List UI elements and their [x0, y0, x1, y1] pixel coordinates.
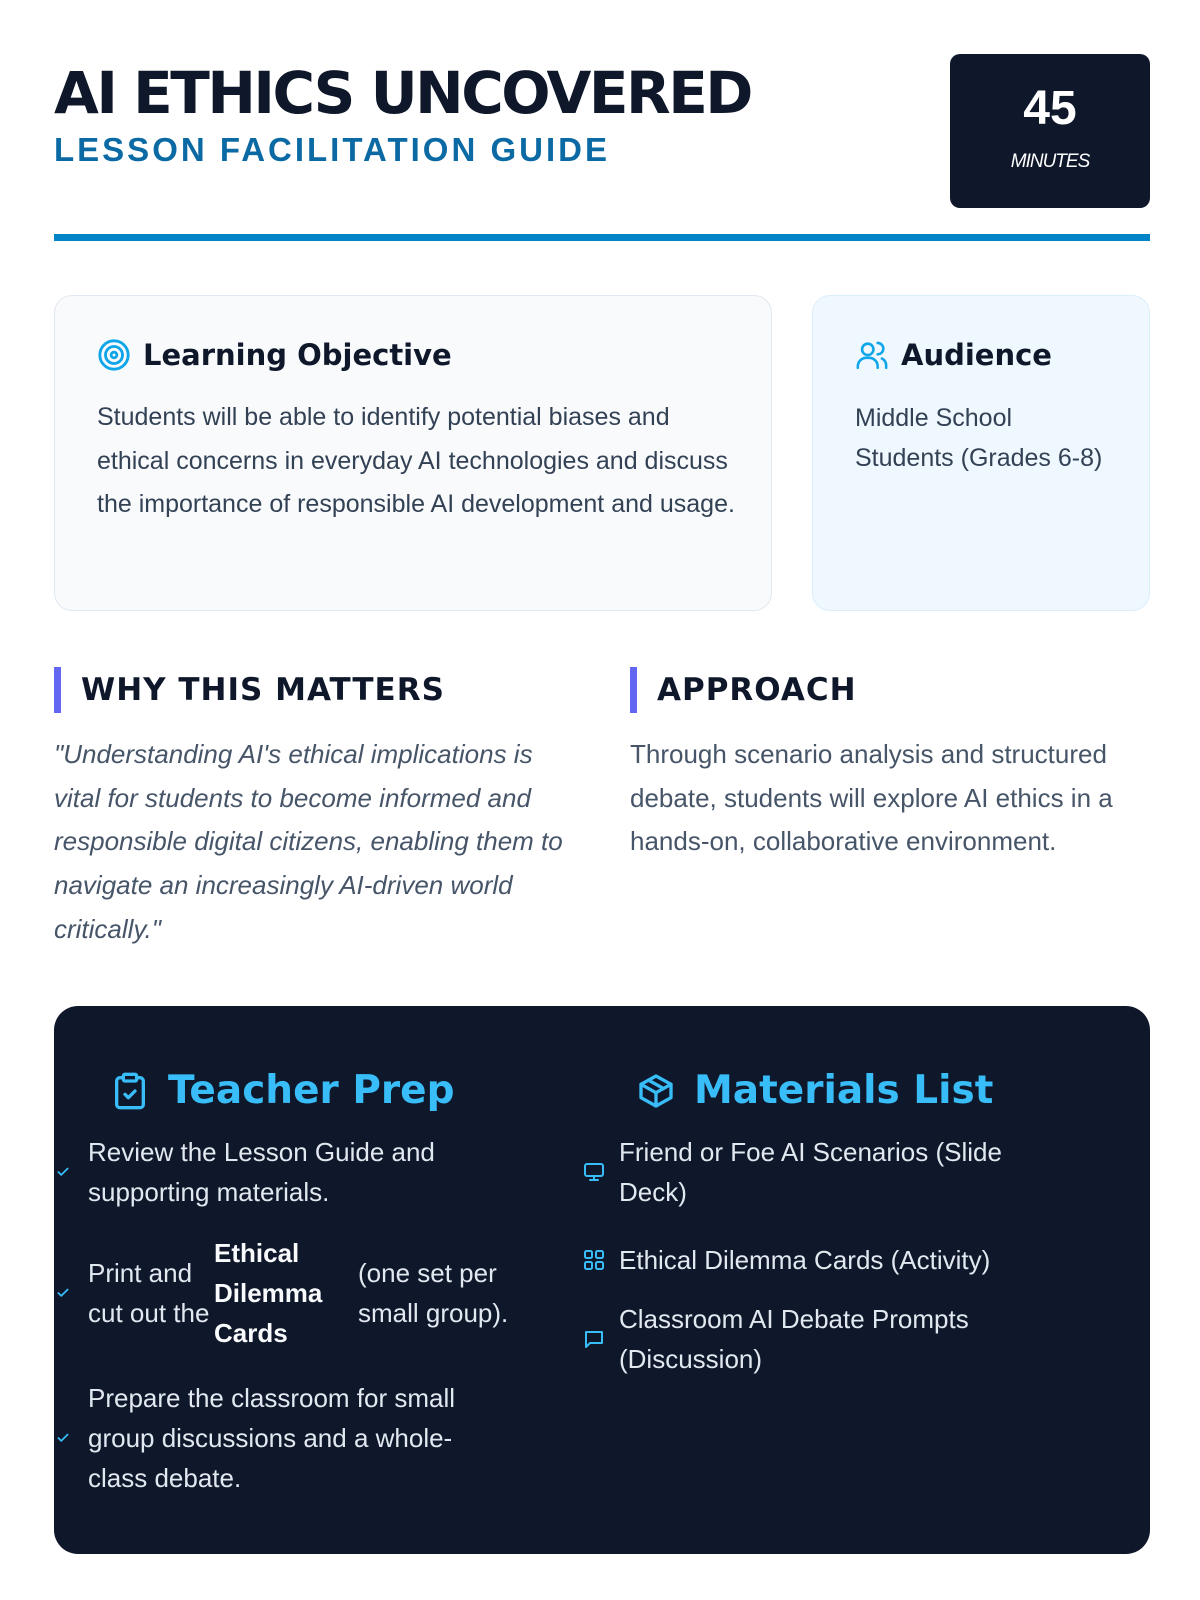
why-this-matters-heading: WHY THIS MATTERS	[54, 667, 445, 713]
check-icon	[56, 1286, 76, 1300]
material-item-dilemma-cards-label: Ethical Dilemma Cards (Activity)	[619, 1245, 991, 1275]
approach-heading: APPROACH	[630, 667, 857, 713]
grid-icon	[582, 1248, 606, 1272]
duration-badge	[950, 54, 1150, 208]
learning-objective-heading	[97, 336, 452, 374]
material-item-debate-prompts	[582, 1299, 1022, 1379]
check-icon	[56, 1165, 76, 1179]
materials-list-heading	[636, 1066, 993, 1116]
package-icon	[636, 1071, 676, 1111]
learning-objective-card	[54, 295, 772, 611]
header-divider	[54, 234, 1150, 241]
approach-text: Through scenario analysis and structured debate, students will explore AI ethics in a hands-on, collaborative environment.	[630, 739, 1113, 857]
duration-unit: MINUTES	[1010, 151, 1090, 172]
page-subtitle: LESSON FACILITATION GUIDE	[54, 131, 610, 168]
material-item-slide-deck	[582, 1132, 1022, 1212]
target-icon	[97, 338, 131, 372]
prep-item-print-bold: Ethical Dilemma Cards	[214, 1238, 323, 1348]
prep-item-print-pre: Print and cut out the	[88, 1258, 210, 1328]
prep-item-review-text: Review the Lesson Guide and supporting materials.	[88, 1137, 435, 1207]
prep-item-review	[56, 1132, 496, 1212]
header	[54, 54, 1150, 244]
audience-title: Audience	[901, 338, 1052, 372]
learning-objective-title: Learning Objective	[143, 338, 452, 372]
material-item-debate-prompts-label: Classroom AI Debate Prompts (Discussion)	[619, 1304, 969, 1374]
teacher-prep-heading	[110, 1066, 455, 1116]
material-item-dilemma-cards	[582, 1240, 1042, 1280]
users-icon	[855, 338, 889, 372]
monitor-icon	[582, 1160, 606, 1184]
audience-text: Middle School Students (Grades 6-8)	[855, 404, 1103, 472]
prep-item-print-post: (one set per small group).	[358, 1258, 509, 1328]
chat-icon	[582, 1327, 606, 1351]
clipboard-check-icon	[110, 1071, 150, 1111]
materials-list-title: Materials List	[694, 1068, 994, 1113]
prep-item-print	[56, 1233, 516, 1353]
prep-item-classroom	[56, 1378, 496, 1498]
why-this-matters-quote: "Understanding AI's ethical implications is vital for students to become informed and responsible digital citizens, enabling them to navigate an increasingly AI-driven world critically."	[54, 739, 563, 944]
duration-value: 45	[1023, 82, 1077, 135]
page-title: AI ETHICS UNCOVERED	[54, 59, 751, 127]
prep-item-classroom-text: Prepare the classroom for small group discussions and a whole-class debate.	[88, 1383, 456, 1493]
audience-card	[812, 295, 1150, 611]
teacher-prep-title: Teacher Prep	[168, 1068, 455, 1113]
check-icon	[56, 1431, 76, 1445]
material-item-slide-deck-label: Friend or Foe AI Scenarios (Slide Deck)	[619, 1137, 1002, 1207]
learning-objective-text: Students will be able to identify potential biases and ethical concerns in everyday AI technologies and discuss the importance of responsible AI development and usage.	[97, 403, 735, 518]
prep-item-print-text	[88, 1233, 528, 1353]
audience-heading	[855, 336, 1052, 374]
